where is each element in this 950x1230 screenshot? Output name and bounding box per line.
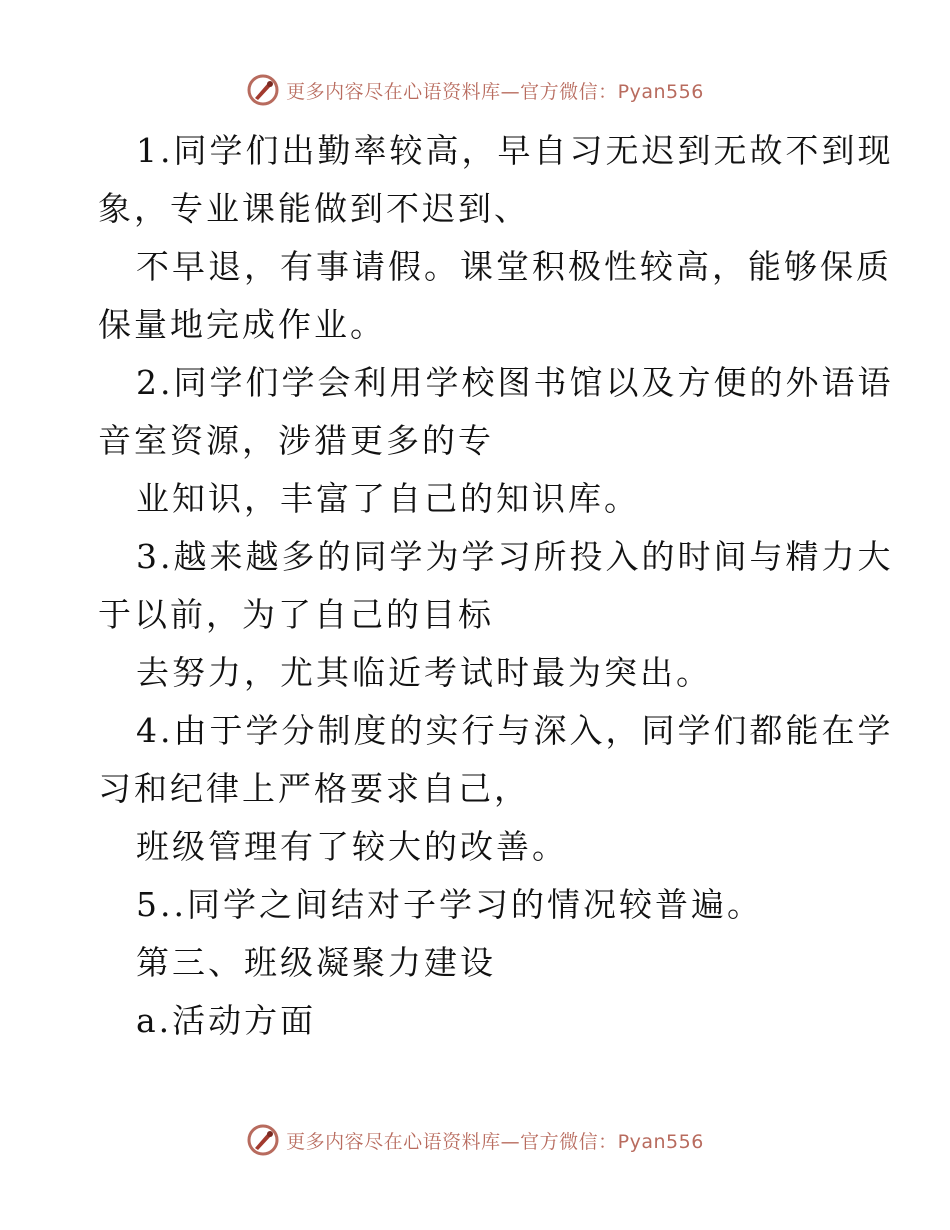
- text-line: 5..同学之间结对子学习的情况较普遍。: [136, 885, 763, 924]
- section-heading: 第三、班级凝聚力建设: [136, 943, 496, 982]
- pen-circle-icon: [246, 73, 280, 107]
- text-line: 3.越来越多的同学为学习所投入的时间与精力大: [136, 537, 894, 576]
- text-line: 保量地完成作业。: [98, 305, 386, 344]
- text-line: 业知识，丰富了自己的知识库。: [136, 479, 640, 518]
- footer-banner-text: 更多内容尽在心语资料库—官方微信：Pyan556: [286, 1130, 704, 1153]
- subsection-heading: a.活动方面: [136, 1001, 317, 1040]
- text-line: 2.同学们学会利用学校图书馆以及方便的外语语: [136, 363, 894, 402]
- text-line: 去努力，尤其临近考试时最为突出。: [136, 653, 712, 692]
- text-line: 4.由于学分制度的实行与深入，同学们都能在学: [136, 711, 894, 750]
- text-line: 不早退，有事请假。课堂积极性较高，能够保质: [136, 247, 892, 286]
- text-line: 习和纪律上严格要求自己，: [98, 769, 530, 808]
- text-line: 1.同学们出勤率较高，早自习无迟到无故不到现: [136, 131, 894, 170]
- footer-banner: [0, 1120, 950, 1160]
- header-banner-text: 更多内容尽在心语资料库—官方微信：Pyan556: [286, 80, 704, 103]
- pen-circle-icon: [246, 1123, 280, 1157]
- text-line: 班级管理有了较大的改善。: [136, 827, 568, 866]
- text-line: 象，专业课能做到不迟到、: [98, 189, 530, 228]
- text-line: 音室资源，涉猎更多的专: [98, 421, 494, 460]
- text-line: 于以前，为了自己的目标: [98, 595, 494, 634]
- document-body: [98, 122, 894, 1050]
- header-banner: [0, 70, 950, 110]
